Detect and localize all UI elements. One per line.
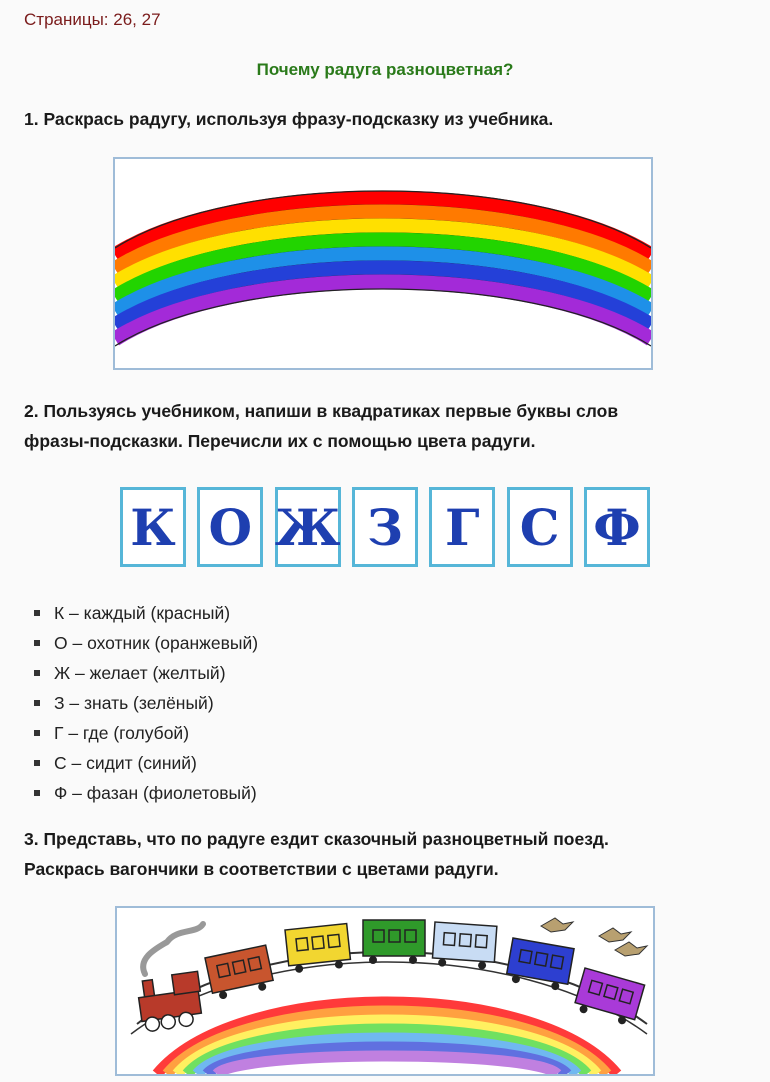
list-item-text: Г – где (голубой): [54, 723, 190, 743]
bullet-icon: [34, 670, 40, 676]
list-item-text: К – каждый (красный): [54, 603, 231, 623]
list-item-text: Ж – желает (желтый): [54, 663, 226, 683]
bullet-icon: [34, 640, 40, 646]
wagon: [505, 938, 574, 992]
letter-box-3: Ж: [275, 487, 341, 567]
list-item: [34, 628, 258, 658]
list-item-text: Ф – фазан (фиолетовый): [54, 783, 257, 803]
bullet-icon: [34, 760, 40, 766]
list-item: [34, 718, 258, 748]
page-title: Почему радуга разноцветная?: [256, 60, 514, 79]
letter-box-6: С: [507, 487, 573, 567]
list-item: [34, 658, 258, 688]
train-rainbow-band: [217, 1056, 557, 1074]
letter-box-1: К: [120, 487, 186, 567]
letter-box-4: З: [352, 487, 418, 567]
list-item: [34, 778, 258, 808]
bullet-icon: [34, 700, 40, 706]
list-item-text: О – охотник (оранжевый): [54, 633, 259, 653]
list-item-text: С – сидит (синий): [54, 753, 197, 773]
wagon: [432, 922, 497, 970]
smoke: [143, 924, 203, 974]
wagon: [363, 920, 425, 964]
letter-boxes: [120, 484, 650, 570]
bullet-icon: [34, 610, 40, 616]
train-drawing: [117, 908, 653, 1074]
task-2-text: [24, 396, 754, 456]
task-3-text: [24, 824, 754, 884]
list-item: [34, 688, 258, 718]
train-picture: [115, 906, 655, 1076]
task-3-line-1: 3. Представь, что по радуге ездит сказочный разноцветный поезд.: [24, 829, 609, 849]
letter-box-5: Г: [429, 487, 495, 567]
task-2-line-1: 2. Пользуясь учебником, напиши в квадратиках первые буквы слов: [24, 401, 619, 421]
list-item: [34, 598, 258, 628]
task-2-line-2: фразы-подсказки. Перечисли их с помощью цвета радуги.: [24, 431, 536, 451]
list-item-text: З – знать (зелёный): [54, 693, 214, 713]
letter-box-2: О: [197, 487, 263, 567]
bird-icon: [541, 918, 573, 932]
task-1-text: 1. Раскрась радугу, используя фразу-подсказку из учебника.: [24, 109, 554, 129]
pages-label: Страницы: 26, 27: [24, 10, 161, 29]
bullet-icon: [34, 790, 40, 796]
letter-box-7: Ф: [584, 487, 650, 567]
task-3-line-2: Раскрась вагончики в соответствии с цветами радуги.: [24, 859, 499, 879]
bird-icon: [615, 942, 647, 956]
rainbow-picture: [113, 157, 653, 370]
bird-icon: [599, 928, 631, 942]
rainbow-drawing: [115, 159, 651, 368]
list-item: [34, 748, 258, 778]
wagon: [205, 945, 275, 1001]
wagon: [573, 968, 645, 1027]
color-word-list: [34, 598, 258, 808]
locomotive: [136, 971, 205, 1032]
bullet-icon: [34, 730, 40, 736]
